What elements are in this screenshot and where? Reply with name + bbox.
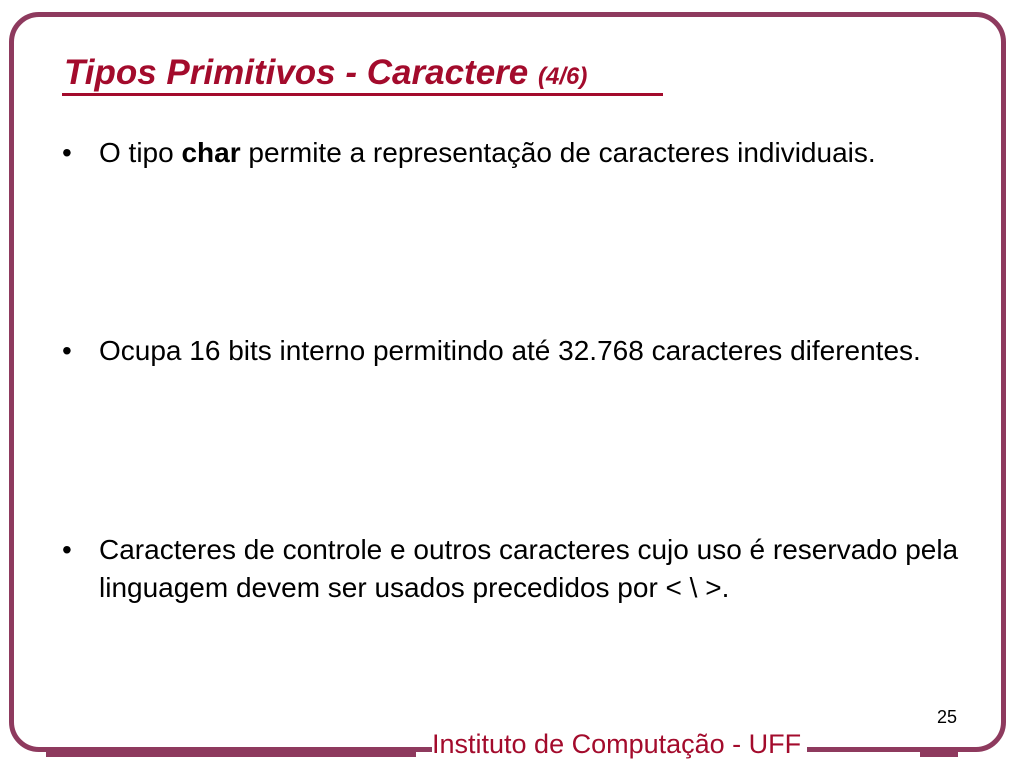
bullet-marker: • [62,335,72,366]
slide-frame [9,12,1006,752]
page-number: 25 [937,707,958,727]
title-underline [62,93,663,96]
footer-line-left [46,752,416,757]
footer-line-right [920,752,958,757]
bullet-item-control-characters [58,531,978,607]
bullet-keyword-char: char [181,137,241,168]
slide-title-part: (4/6) [537,63,588,90]
bullet-item-size [58,332,978,370]
bullet-marker: • [62,137,72,168]
bullet-text: Caracteres de controle e outros caracteres cujo uso é reservado pela linguagem devem ser usados precedidos por < \ >. [99,534,959,603]
footer-institution: Instituto de Computação - UFF [432,727,807,761]
slide-title [64,52,587,98]
bullet-marker: • [62,534,72,565]
bullet-text [99,134,978,172]
slide-title-main: Tipos Primitivos - Caractere [64,53,538,92]
bullet-text: Ocupa 16 bits interno permitindo até 32.768 caracteres diferentes. [99,335,921,366]
bullet-text-before: O tipo [99,137,182,168]
bullet-text-after: permite a representação de caracteres individuais. [240,137,876,168]
bullet-item-char-type [58,134,978,172]
